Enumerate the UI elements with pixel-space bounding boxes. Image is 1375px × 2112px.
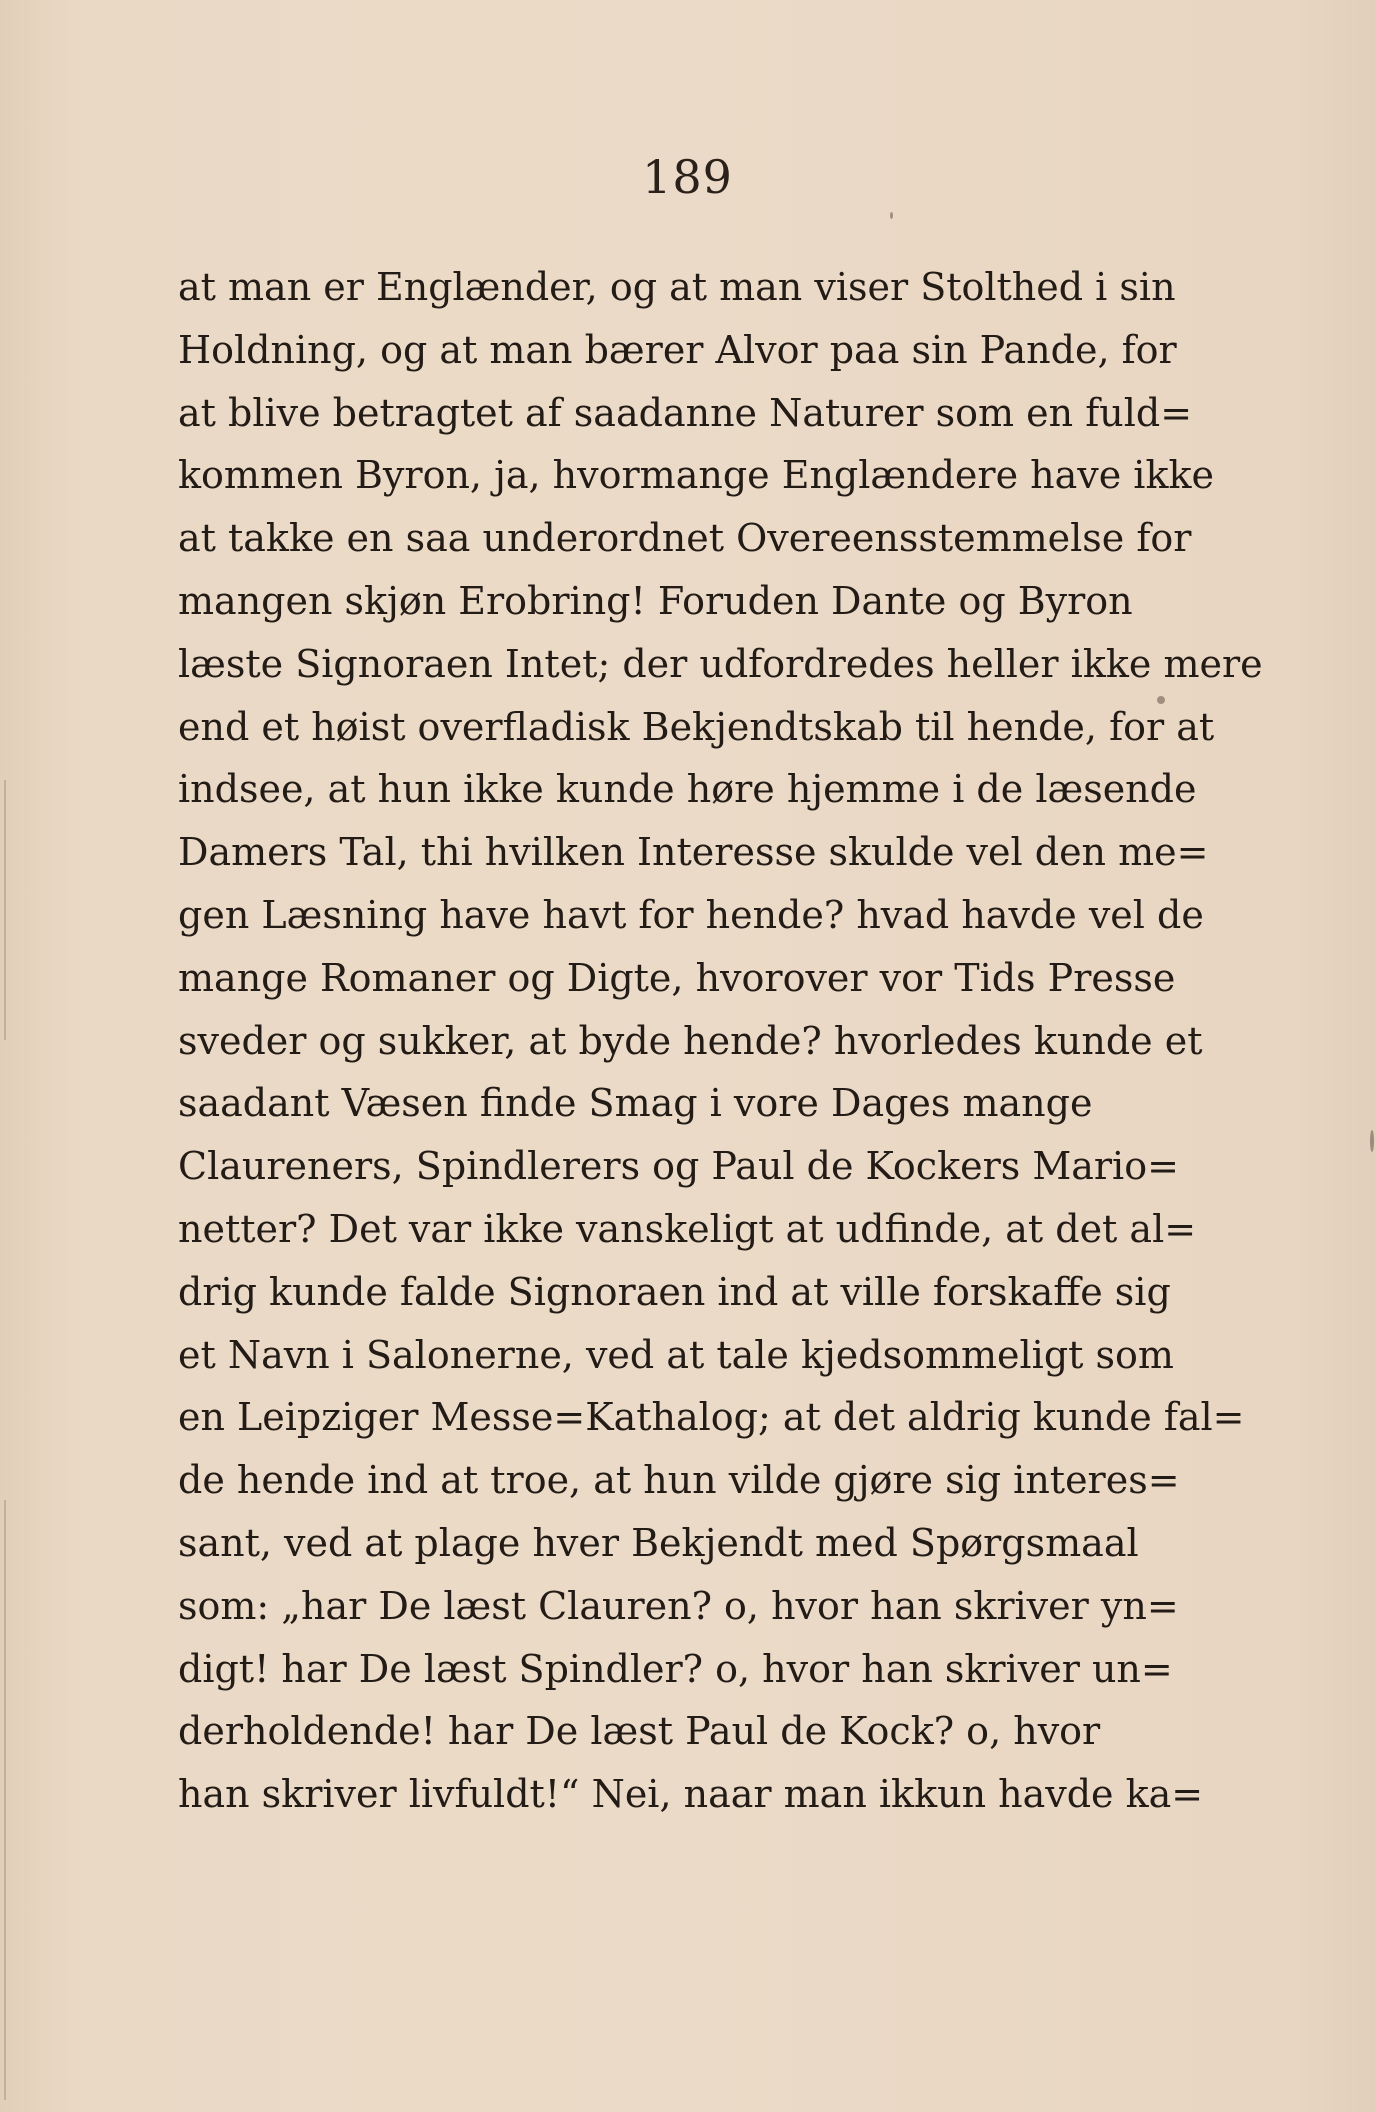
paper-speck — [1157, 696, 1165, 704]
page-edge-mark — [4, 1500, 6, 2100]
text-line: de hende ind at troe, at hun vilde gjøre sig interes= — [178, 1458, 1180, 1503]
text-line: indsee, at hun ikke kunde høre hjemme i de læsende — [178, 767, 1197, 812]
text-line: han skriver livfuldt!“ Nei, naar man ikkun havde ka= — [178, 1772, 1204, 1817]
body-text — [178, 256, 1263, 1826]
text-line: mange Romaner og Digte, hvorover vor Tids Presse — [178, 955, 1176, 1000]
text-line: Damers Tal, thi hvilken Interesse skulde vel den me= — [178, 830, 1209, 875]
paper-speck — [890, 212, 893, 219]
text-line: Claureners, Spindlerers og Paul de Kockers Mario= — [178, 1144, 1179, 1189]
text-line: sveder og sukker, at byde hende? hvorledes kunde et — [178, 1018, 1203, 1063]
page-number: 189 — [642, 150, 733, 204]
text-line: end et høist overfladisk Bekjendtskab til hende, for at — [178, 704, 1215, 749]
text-line: saadant Væsen finde Smag i vore Dages mange — [178, 1081, 1093, 1126]
text-line: drig kunde falde Signoraen ind at ville forskaffe sig — [178, 1269, 1171, 1314]
text-line: en Leipziger Messe=Kathalog; at det aldrig kunde fal= — [178, 1395, 1245, 1440]
text-line: derholdende! har De læst Paul de Kock? o, hvor — [178, 1709, 1101, 1754]
text-line: at takke en saa underordnet Overeensstemmelse for — [178, 516, 1192, 561]
text-line: digt! har De læst Spindler? o, hvor han skriver un= — [178, 1646, 1173, 1691]
text-line: netter? Det var ikke vanskeligt at udfinde, at det al= — [178, 1206, 1197, 1251]
text-line: at man er Englænder, og at man viser Stolthed i sin — [178, 265, 1176, 309]
text-line: at blive betragtet af saadanne Naturer som en fuld= — [178, 390, 1193, 435]
text-line: sant, ved at plage hver Bekjendt med Spørgsmaal — [178, 1520, 1139, 1565]
text-line: som: „har De læst Clauren? o, hvor han skriver yn= — [178, 1583, 1179, 1628]
text-line: Holdning, og at man bærer Alvor paa sin Pande, for — [178, 327, 1177, 372]
paper-speck — [1370, 1130, 1374, 1152]
text-line: et Navn i Salonerne, ved at tale kjedsommeligt som — [178, 1332, 1174, 1377]
text-line: mangen skjøn Erobring! Foruden Dante og Byron — [178, 578, 1133, 623]
text-line: læste Signoraen Intet; der udfordredes heller ikke mere — [178, 641, 1263, 686]
text-line: gen Læsning have havt for hende? hvad havde vel de — [178, 892, 1204, 937]
page-edge-mark — [4, 780, 6, 1040]
text-line: kommen Byron, ja, hvormange Englændere have ikke — [178, 453, 1215, 498]
